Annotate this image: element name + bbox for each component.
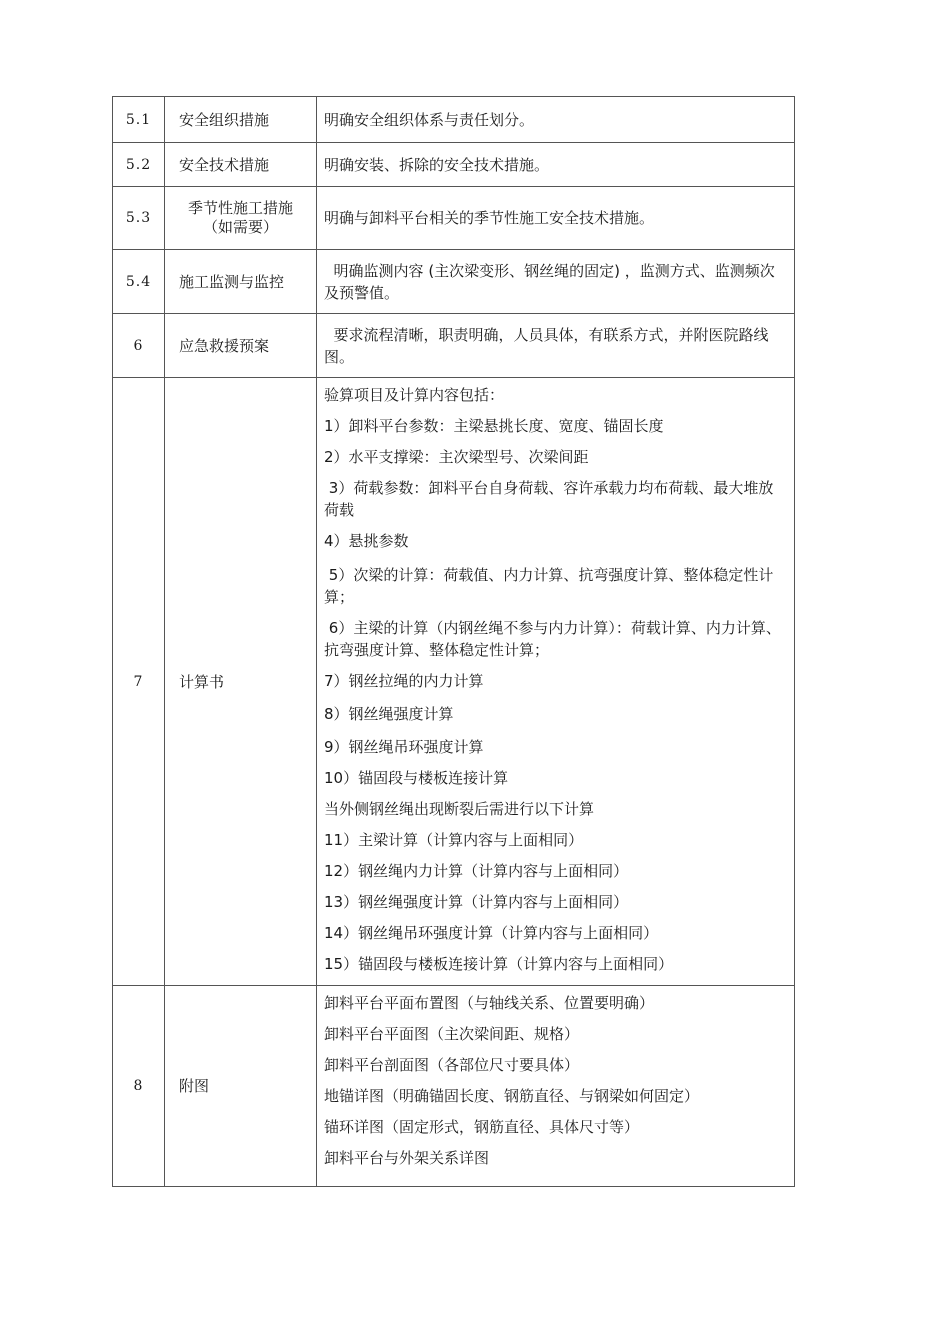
list-item: 14）钢丝绳吊环强度计算（计算内容与上面相同） <box>324 924 659 942</box>
list-item: 5）次梁的计算：荷载值、内力计算、抗弯强度计算、整体稳定性计算； <box>324 566 774 606</box>
row-requirement: 明确监测内容 (主次梁变形、钢丝绳的固定) ，监测方式、监测频次及预警值。 <box>317 250 795 314</box>
row-requirement-list <box>317 378 795 986</box>
row-number: 5.1 <box>113 97 165 143</box>
list-item: 13）钢丝绳强度计算（计算内容与上面相同） <box>324 893 629 911</box>
row-item <box>165 187 317 250</box>
list-item: 9）钢丝绳吊环强度计算 <box>324 738 484 756</box>
list-item: 3）荷载参数：卸料平台自身荷载、容许承载力均布荷载、最大堆放荷载 <box>324 479 774 519</box>
list-item: 10）锚固段与楼板连接计算 <box>324 769 509 787</box>
requirements-table <box>112 96 795 1187</box>
row-requirement: 明确安装、拆除的安全技术措施。 <box>317 143 795 187</box>
list-item: 卸料平台与外架关系详图 <box>324 1149 490 1167</box>
row-item: 附图 <box>165 986 317 1187</box>
list-item: 8）钢丝绳强度计算 <box>324 705 454 723</box>
list-item: 6）主梁的计算（内钢丝绳不参与内力计算）：荷载计算、内力计算、抗弯强度计算、整体稳定性计算； <box>324 619 781 659</box>
row-item: 安全组织措施 <box>165 97 317 143</box>
list-item: 4）悬挑参数 <box>324 532 409 550</box>
list-item: 7）钢丝拉绳的内力计算 <box>324 672 484 690</box>
list-item: 11）主梁计算（计算内容与上面相同） <box>324 831 584 849</box>
row-requirement: 明确安全组织体系与责任划分。 <box>317 97 795 143</box>
list-item: 卸料平台剖面图（各部位尺寸要具体） <box>324 1056 580 1074</box>
row-item: 应急救援预案 <box>165 314 317 378</box>
row-requirement-list <box>317 986 795 1187</box>
list-item: 卸料平台平面布置图（与轴线关系、位置要明确） <box>324 994 655 1012</box>
list-item: 锚环详图（固定形式，钢筋直径、具体尺寸等） <box>324 1118 640 1136</box>
table-row <box>113 143 795 187</box>
table-row <box>113 986 795 1187</box>
row-requirement: 明确与卸料平台相关的季节性施工安全技术措施。 <box>317 187 795 250</box>
row-number: 5.2 <box>113 143 165 187</box>
list-item: 验算项目及计算内容包括： <box>324 386 505 404</box>
table-row <box>113 97 795 143</box>
row-number: 8 <box>113 986 165 1187</box>
row-requirement: 要求流程清晰，职责明确，人员具体，有联系方式，并附医院路线图。 <box>317 314 795 378</box>
row-item: 施工监测与监控 <box>165 250 317 314</box>
row-number: 6 <box>113 314 165 378</box>
row-item-line: （如需要） <box>202 218 278 236</box>
list-item: 卸料平台平面图（主次梁间距、规格） <box>324 1025 580 1043</box>
row-item: 安全技术措施 <box>165 143 317 187</box>
row-item: 计算书 <box>165 378 317 986</box>
list-item: 15）锚固段与楼板连接计算（计算内容与上面相同） <box>324 955 674 973</box>
row-number: 5.3 <box>113 187 165 250</box>
list-item: 2）水平支撑梁：主次梁型号、次梁间距 <box>324 448 589 466</box>
row-item-line: 季节性施工措施 <box>187 199 293 217</box>
table-row <box>113 378 795 986</box>
list-item: 地锚详图（明确锚固长度、钢筋直径、与钢梁如何固定） <box>324 1087 700 1105</box>
list-item: 12）钢丝绳内力计算（计算内容与上面相同） <box>324 862 629 880</box>
list-item: 1）卸料平台参数：主梁悬挑长度、宽度、锚固长度 <box>324 417 664 435</box>
table-row <box>113 250 795 314</box>
table-row <box>113 187 795 250</box>
table-row <box>113 314 795 378</box>
list-item: 当外侧钢丝绳出现断裂后需进行以下计算 <box>324 800 595 818</box>
row-number: 5.4 <box>113 250 165 314</box>
row-number: 7 <box>113 378 165 986</box>
